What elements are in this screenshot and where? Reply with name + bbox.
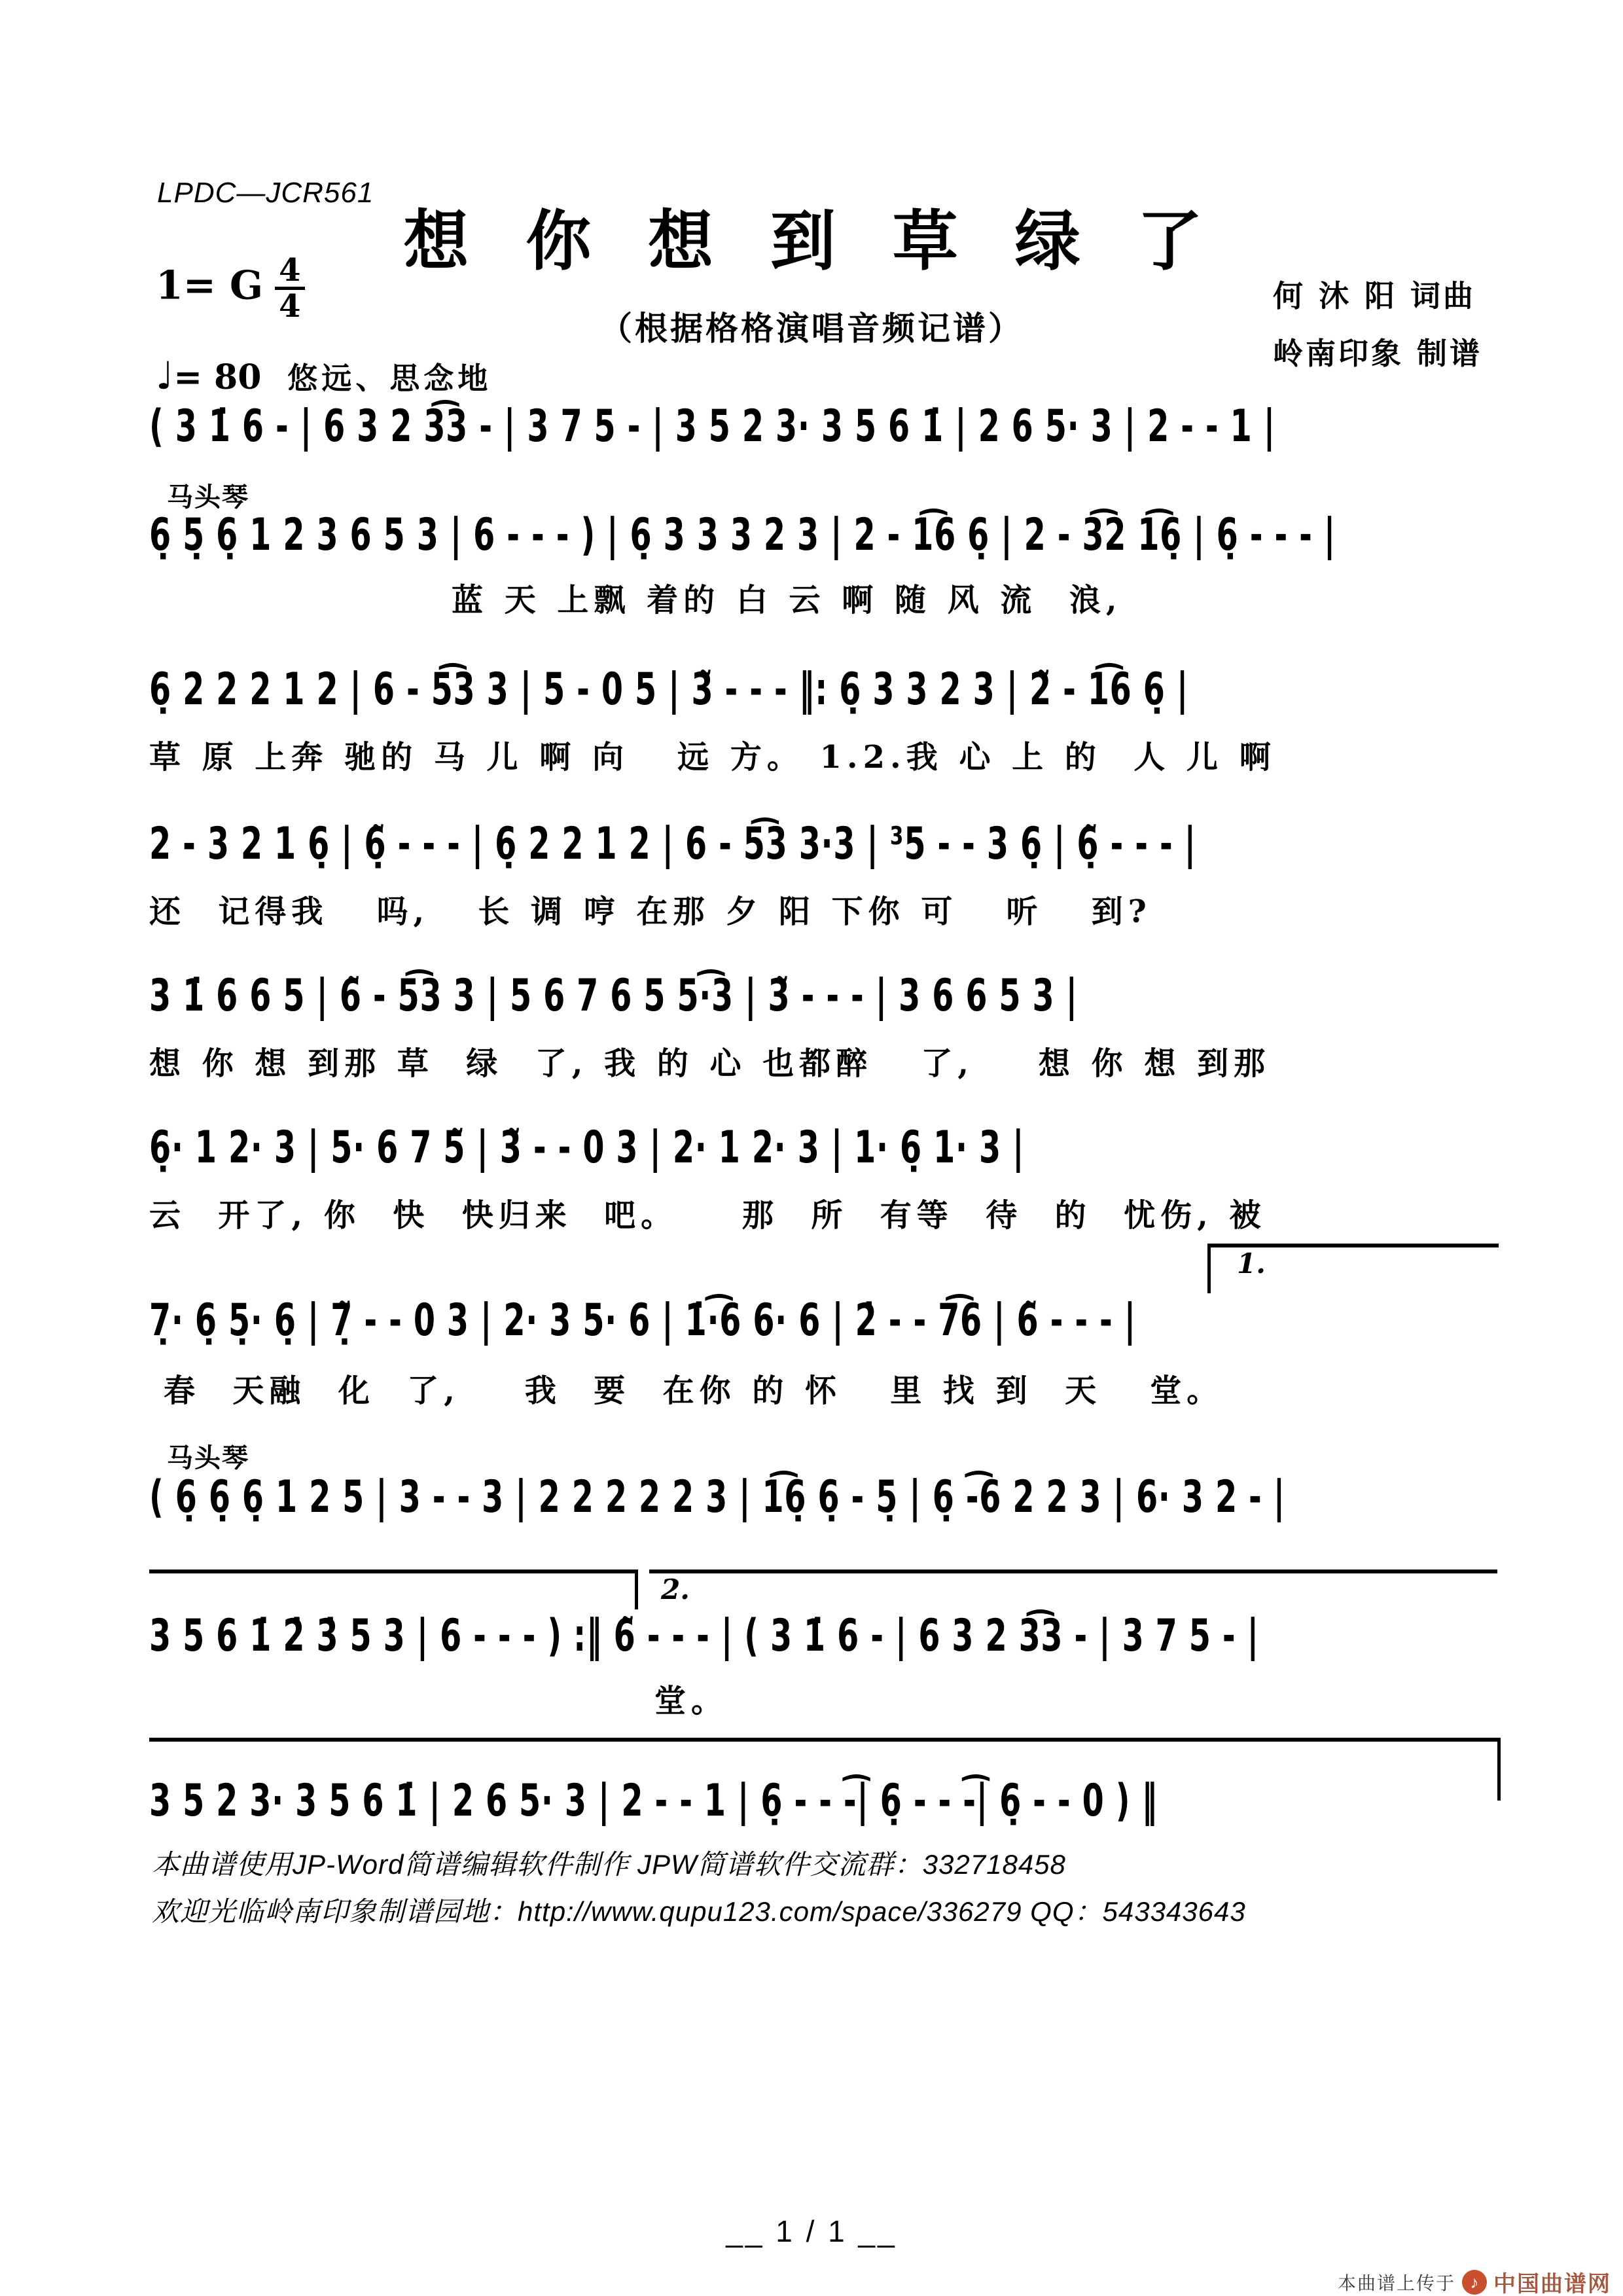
watermark-prefix: 本曲谱上传于 — [1337, 2272, 1455, 2293]
key-label: 1= G — [156, 262, 264, 309]
notation-line: 3 5 2 3· 3 5 6 1̇ | 2 6 5· 3 | 2 - - 1 | 6̣ - - -͡| 6̣ - - -͡| 6̣ - - 0 ) ‖ — [149, 1775, 1158, 1827]
notation-line: 7̣· 6̣ 5̣· 6̣ | 7̣̃ - - 0 3 | 2· 3 5· 6 | 1̇·͡6 6· 6 | 2̇ - - 7͡6 | 6̃ - - - | — [149, 1295, 1136, 1346]
lyrics-line: 想 你 想 到那 草 绿 了, 我 的 心 也都醉 了, 想 你 想 到那 — [149, 1045, 1271, 1082]
song-subtitle: （根据格格演唱音频记谱） — [599, 309, 1024, 348]
key-signature — [156, 254, 305, 323]
catalog-number: LPDC—JCR561 — [157, 177, 374, 209]
quarter-note-icon: ♩ — [156, 353, 174, 398]
time-signature-denominator: 4 — [275, 287, 304, 323]
lyrics-line: 堂。 — [654, 1683, 728, 1719]
volta-1-bracket — [1207, 1244, 1499, 1293]
instrument-label: 马头琴 — [167, 1444, 249, 1473]
lyrics-line: 春 天融 化 了, 我 要 在你 的 怀 里 找 到 天 堂。 — [164, 1372, 1224, 1409]
page-number: __ 1 / 1 __ — [726, 2214, 897, 2248]
song-title: 想 你 想 到 草 绿 了 — [403, 202, 1220, 279]
time-signature — [275, 254, 304, 323]
watermark-site-name: 中国曲谱网 — [1493, 2272, 1611, 2296]
lyrics-line: 云 开了, 你 快 快归来 吧。 那 所 有等 待 的 忧伤, 被 — [149, 1197, 1266, 1234]
notation-line: 6̣· 1 2· 3 | 5· 6 7 5̃ | 3̃ - - 0 3 | 2· 1 2· 3 | 1· 6̣ 1· 3 | — [149, 1122, 1025, 1174]
notation-line: 6̣ 5̣ 6̣ 1 2 3 6 5 3 | 6 - - - ) | 6̣ 3 3 3 2 3 | 2 - 1͡6 6̣ | 2 - 3͡2 1͡6̣ | 6̣ - - - | — [149, 509, 1336, 561]
notation-line: 2 - 3 2 1 6̣ | 6̣̃ - - - | 6̣ 2 2 1 2 | 6 - 5͡3 3·3 | ³5 - - 3 6̣ | 6̣̃ - - - | — [149, 818, 1196, 870]
watermark — [1338, 2266, 1611, 2296]
tempo-expression: 悠远、思念地 — [287, 361, 492, 396]
software-credit-note: 本曲谱使用JP-Word简谱编辑软件制作 JPW简谱软件交流群：332718458 — [152, 1849, 1066, 1880]
credit-engraver: 岭南印象 制谱 — [1272, 336, 1482, 371]
credits — [1273, 267, 1482, 382]
volta-1-label: 1. — [1237, 1247, 1266, 1280]
music-note-logo-icon: ♪ — [1462, 2270, 1487, 2295]
time-signature-numerator: 4 — [279, 252, 301, 289]
lyrics-line: 蓝 天 上飘 着的 白 云 啊 随 风 流 浪, — [452, 582, 1122, 619]
engraver-site-note: 欢迎光临岭南印象制谱园地：http://www.qupu123.com/space/336279 QQ：543343643 — [152, 1896, 1246, 1927]
volta-1-continuation-line — [149, 1570, 638, 1609]
notation-line: 3 1̇ 6 6 5 | 6̃ - 5͡3 3 | 5 6 7 6 5 5·͡3 | 3̃ - - - | 3 6 6 5 3 | — [149, 970, 1078, 1022]
tempo-value: = 80 — [173, 357, 262, 397]
notation-line: ( 6̣ 6̣ 6̣ 1 2 5 | 3 - - 3 | 2 2 2 2 2 3 | 1͡6̣ 6̣ - 5̣ | 6̣ -͡6 2 2 3 | 6· 3 2 - | — [149, 1471, 1285, 1523]
lyrics-line: 草 原 上奔 驰的 马 儿 啊 向 远 方。 1.2.我 心 上 的 人 儿 啊 — [149, 739, 1276, 776]
notation-line: 6̣ 2 2 2 1 2 | 6 - 5͡3 3 | 5 - 0 5 | 3̃ - - - ‖: 6̣ 3 3 2 3 | 2̃ - 1͡6 6̣ | — [149, 664, 1188, 715]
volta-2-bracket — [649, 1570, 1497, 1609]
volta-2-label: 2. — [661, 1573, 690, 1605]
credit-words-music: 何 沐 阳 词曲 — [1272, 278, 1476, 314]
notation-line: ( 3 1̇ 6 - | 6 3 2 3͡3 - | 3 7 5 - | 3 5 2 3· 3 5 6 1̇ | 2 6 5· 3 | 2 - - 1 | — [149, 401, 1275, 452]
instrument-label: 马头琴 — [167, 483, 249, 512]
notation-line: 3 5 6 1̇ 2̇ 3̇ 5 3 | 6 - - - ) :‖ 6̃ - - - | ( 3 1̇ 6 - | 6 3 2 3͡3 - | 3 7 5 - | — [149, 1610, 1259, 1662]
lyrics-line: 还 记得我 吗, 长 调 哼 在那 夕 阳 下你 可 听 到? — [149, 893, 1152, 930]
tempo-marking — [156, 353, 491, 398]
